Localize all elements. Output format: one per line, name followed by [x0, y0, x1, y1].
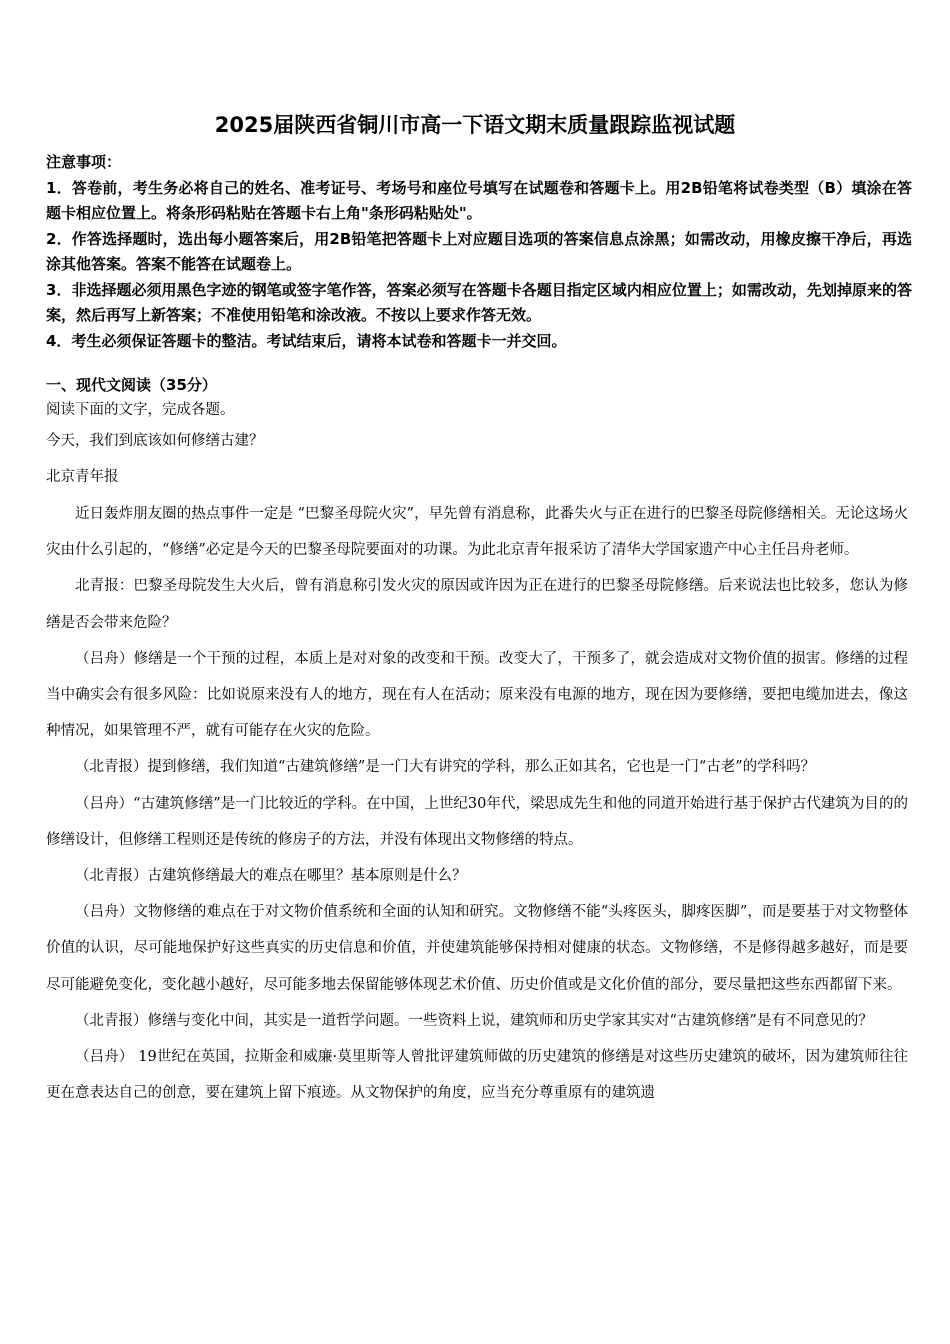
notice-item-2: 2．作答选择题时，选出每小题答案后，用2B铅笔把答题卡上对应题目选项的答案信息点涂黑；如需改动，用橡皮擦干净后，再选涂其他答案。答案不能答在试题卷上。: [46, 229, 912, 273]
paragraph: （吕舟）文物修缮的难点在于对文物价值系统和全面的认知和研究。文物修缮不能“头疼医头，脚疼医脚”，而是要基于对文物整体价值的认识，尽可能地保护好这些真实的历史信息和价值，并使建筑能够保持相对健康的状态。文物修缮，不是修得越多越好，而是要尽可能避免变化，变化越小越好，尽可能多地去保留能够体现艺术价值、历史价值或是文化价值的部分，要尽量把这些东西都留下来。: [46, 904, 908, 993]
paragraph: （吕舟）修缮是一个干预的过程，本质上是对对象的改变和干预。改变大了，干预多了，就会造成对文物价值的损害。修缮的过程当中确实会有很多风险：比如说原来没有人的地方，现在有人在活动；原来没有电源的地方，现在因为要修缮，要把电缆加进去，像这种情况，如果管理不严，就有可能存在火灾的危险。: [46, 650, 908, 740]
section-heading: 一、现代文阅读（35分）: [46, 376, 217, 394]
paragraph: （吕舟）“古建筑修缮”是一门比较近的学科。在中国，上世纪30年代，梁思成先生和他的同道开始进行基于保护古代建筑为目的的修缮设计，但修缮工程则还是传统的修房子的方法，并没有体现出文物修缮的特点。: [46, 795, 908, 848]
paragraph: （北青报）修缮与变化中间，其实是一道哲学问题。一些资料上说，建筑师和历史学家其实对“古建筑修缮”是有不同意见的？: [75, 1012, 873, 1029]
exam-title: 2025届陕西省铜川市高一下语文期末质量跟踪监视试题: [214, 113, 736, 137]
paragraph: （北青报）提到修缮，我们知道“古建筑修缮”是一门大有讲究的学科，那么正如其名，它也是一门“古老”的学科吗？: [75, 759, 816, 776]
paragraph: （北青报）古建筑修缮最大的难点在哪里？基本原则是什么？: [75, 868, 467, 885]
article-source: 北京青年报: [46, 469, 119, 485]
notice-item-1: 1．答卷前，考生务必将自己的姓名、准考证号、考场号和座位号填写在试题卷和答题卡上。用2B铅笔将试卷类型（B）填涂在答题卡相应位置上。将条形码粘贴在答题卡右上角"条形码粘贴处"。: [46, 178, 912, 222]
paragraph: 近日轰炸朋友圈的热点事件一定是 “巴黎圣母院火灾”，早先曾有消息称，此番失火与正在进行的巴黎圣母院修缮相关。无论这场火灾由什么引起的，“修缮”必定是今天的巴黎圣母院要面对的功课。为此北京青年报采访了清华大学国家遗产中心主任吕舟老师。: [46, 506, 908, 559]
notice-block: [46, 150, 912, 354]
notice-item-4: 4．考生必须保证答题卡的整洁。考试结束后，请将本试卷和答题卡一并交回。: [46, 331, 567, 350]
notice-item-3: 3．非选择题必须用黑色字迹的钢笔或签字笔作答，答案必须写在答题卡各题目指定区域内相应位置上；如需改动，先划掉原来的答案，然后再写上新答案；不准使用铅笔和涂改液。不按以上要求作答无效。: [46, 280, 912, 324]
section-instruction: 阅读下面的文字，完成各题。: [46, 402, 235, 418]
paragraph: （吕舟） 19世纪在英国，拉斯金和威廉·莫里斯等人曾批评建筑师做的历史建筑的修缮是对这些历史建筑的破坏，因为建筑师往往更在意表达自己的创意，要在建筑上留下痕迹。从文物保护的角度，应当充分尊重原有的建筑遗: [46, 1049, 908, 1102]
article-title: 今天，我们到底该如何修缮古建？: [46, 433, 264, 449]
notice-heading: 注意事项：: [46, 153, 122, 171]
article-body: [46, 496, 908, 1111]
paragraph: 北青报：巴黎圣母院发生大火后，曾有消息称引发火灾的原因或许因为正在进行的巴黎圣母院修缮。后来说法也比较多，您认为修缮是否会带来危险？: [46, 578, 908, 631]
